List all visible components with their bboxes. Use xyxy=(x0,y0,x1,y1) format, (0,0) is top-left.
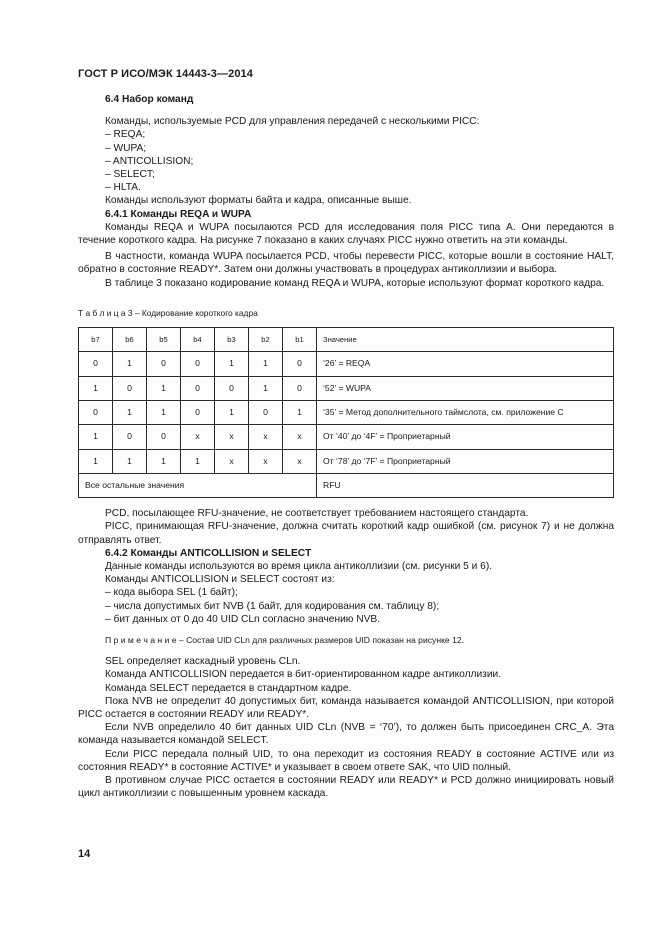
paragraph: Пока NVB не определит 40 допустимых бит, команда называется командой ANTICOLLISION, при которой PICC остается в состоянии READY или READY*. xyxy=(78,695,614,720)
table-cell: 0 xyxy=(283,376,317,400)
list-item: – числа допустимых бит NVB (1 байт, для кодирования см. таблицу 8); xyxy=(105,600,440,612)
table-cell: 0 xyxy=(79,352,113,376)
page-number: 14 xyxy=(78,848,91,860)
table-cell: 1 xyxy=(215,400,249,424)
table-cell: 1 xyxy=(215,352,249,376)
table-cell: 1 xyxy=(79,376,113,400)
table-row xyxy=(79,425,614,449)
list-item: – бит данных от 0 до 40 UID CLn согласно значению NVB. xyxy=(105,613,381,625)
table-cell: 0 xyxy=(113,425,147,449)
table-cell: От ‘40’ до ‘4F’ = Проприетарный xyxy=(317,425,614,449)
table-cell: 0 xyxy=(249,400,283,424)
table-caption-text: 3 – Кодирование короткого кадра xyxy=(125,307,258,318)
table-cell: 1 xyxy=(283,400,317,424)
header-cell: b2 xyxy=(249,328,283,352)
short-frame-coding-table xyxy=(78,327,614,498)
paragraph: В таблице 3 показано кодирование команд REQA и WUPA, которые используют формат короткого кадра. xyxy=(105,277,605,289)
header-cell: Значение xyxy=(317,328,614,352)
table-cell: От ‘78’ до ‘7F’ = Проприетарный xyxy=(317,449,614,473)
table-cell: 0 xyxy=(147,352,181,376)
table-cell: 1 xyxy=(113,400,147,424)
paragraph: SEL определяет каскадный уровень CLn. xyxy=(105,656,301,668)
table-row xyxy=(79,352,614,376)
subsection-title: 6.4.1 Команды REQA и WUPA xyxy=(105,208,252,220)
table-caption-lead: Т а б л и ц а xyxy=(78,307,126,318)
list-item: – HLTA. xyxy=(105,182,141,194)
table-cell: x xyxy=(283,425,317,449)
list-item: – SELECT; xyxy=(105,169,155,181)
table-row xyxy=(79,376,614,400)
table-cell: 0 xyxy=(215,376,249,400)
table-caption xyxy=(78,307,614,320)
paragraph: Команда ANTICOLLISION передается в бит-ориентированном кадре антиколлизии. xyxy=(105,669,502,681)
table-cell: ‘26’ = REQA xyxy=(317,352,614,376)
table-cell: 1 xyxy=(113,352,147,376)
table-cell: 1 xyxy=(249,352,283,376)
header-cell: b7 xyxy=(79,328,113,352)
table-cell: 1 xyxy=(249,376,283,400)
table-cell: 0 xyxy=(283,352,317,376)
note xyxy=(78,634,614,647)
table-row xyxy=(79,400,614,424)
paragraph: Если PICC передала полный UID, то она переходит из состояния READY в состояние ACTIVE или из состояния READY* в состояние ACTIVE* и указывает в своем ответе SAK, что UID полный. xyxy=(78,748,614,773)
header-cell: b3 xyxy=(215,328,249,352)
table-cell: x xyxy=(215,449,249,473)
paragraph: В частности, команда WUPA посылается PCD, чтобы перевести PICC, которые вошли в состояние HALT, обратно в состояние READY*. Затем они должны участвовать в процедурах антиколлизии и выбора. xyxy=(78,251,614,276)
table-cell: ‘35’ = Метод дополнительного таймслота, см. приложение С xyxy=(317,400,614,424)
table-cell: 1 xyxy=(147,400,181,424)
intro-paragraph: Команды, используемые PCD для управления передачей с несколькими PICC: xyxy=(105,116,480,128)
paragraph: Данные команды используются во время цикла антиколлизии (см. рисунки 5 и 6). xyxy=(105,560,493,572)
table-cell: Все остальные значения xyxy=(79,473,317,497)
list-item: – ANTICOLLISION; xyxy=(105,155,194,167)
table-cell: 1 xyxy=(181,449,215,473)
table-cell: x xyxy=(249,425,283,449)
table-cell: x xyxy=(215,425,249,449)
table-header-row xyxy=(79,328,614,352)
table-cell: 1 xyxy=(79,449,113,473)
header-cell: b5 xyxy=(147,328,181,352)
table-cell: 0 xyxy=(181,376,215,400)
table-cell: x xyxy=(249,449,283,473)
formats-note: Команды используют форматы байта и кадра, описанные выше. xyxy=(105,195,412,207)
table-cell: 0 xyxy=(147,425,181,449)
table-cell: 0 xyxy=(181,352,215,376)
header-cell: b1 xyxy=(283,328,317,352)
document-header: ГОСТ Р ИСО/МЭК 14443-3—2014 xyxy=(78,68,253,80)
list-item: – кода выбора SEL (1 байт); xyxy=(105,587,238,599)
paragraph: Команды REQA и WUPA посылаются PCD для исследования поля PICC типа А. Они передаются в течение короткого кадра. На рисунке 7 показано в каких случаях PICC нужно ответить на эти команды. xyxy=(78,221,614,247)
table-cell: 0 xyxy=(181,400,215,424)
note-lead: П р и м е ч а н и е xyxy=(105,634,177,645)
table-cell: 0 xyxy=(79,400,113,424)
paragraph: Команда SELECT передается в стандартном кадре. xyxy=(105,682,352,694)
table-cell: 1 xyxy=(79,425,113,449)
note-text: – Состав UID CLn для различных размеров UID показан на рисунке 12. xyxy=(176,634,465,645)
table-row xyxy=(79,449,614,473)
subsection-title: 6.4.2 Команды ANTICOLLISION и SELECT xyxy=(105,547,312,559)
table-cell: ‘52’ = WUPA xyxy=(317,376,614,400)
table-cell: x xyxy=(283,449,317,473)
table-cell: 1 xyxy=(147,376,181,400)
table-cell: 1 xyxy=(147,449,181,473)
paragraph: Команды ANTICOLLISION и SELECT состоят из: xyxy=(105,574,335,586)
page-content xyxy=(78,93,614,800)
list-item: – WUPA; xyxy=(105,142,147,154)
paragraph: В противном случае PICC остается в состоянии READY или READY* и PCD должно инициировать новый цикл антиколлизии с повышенным уровнем каскада. xyxy=(78,774,614,800)
header-cell: b4 xyxy=(181,328,215,352)
paragraph: PICC, принимающая RFU-значение, должна считать короткий кадр ошибкой (см. рисунок 7) и не должна отправлять ответ. xyxy=(78,521,614,546)
table-cell: RFU xyxy=(317,473,614,497)
list-item: – REQA; xyxy=(105,129,146,141)
paragraph: Если NVB определило 40 бит данных UID CLn (NVB = ‘70’), то должен быть присоединен CRC_A. Эта команда называется командой SELECT. xyxy=(78,722,614,747)
table-row xyxy=(79,473,614,497)
paragraph: PCD, посылающее RFU-значение, не соответствует требованием настоящего стандарта. xyxy=(105,508,529,520)
table-cell: x xyxy=(181,425,215,449)
section-title: 6.4 Набор команд xyxy=(105,94,194,105)
table-cell: 1 xyxy=(113,449,147,473)
table-cell: 0 xyxy=(113,376,147,400)
header-cell: b6 xyxy=(113,328,147,352)
